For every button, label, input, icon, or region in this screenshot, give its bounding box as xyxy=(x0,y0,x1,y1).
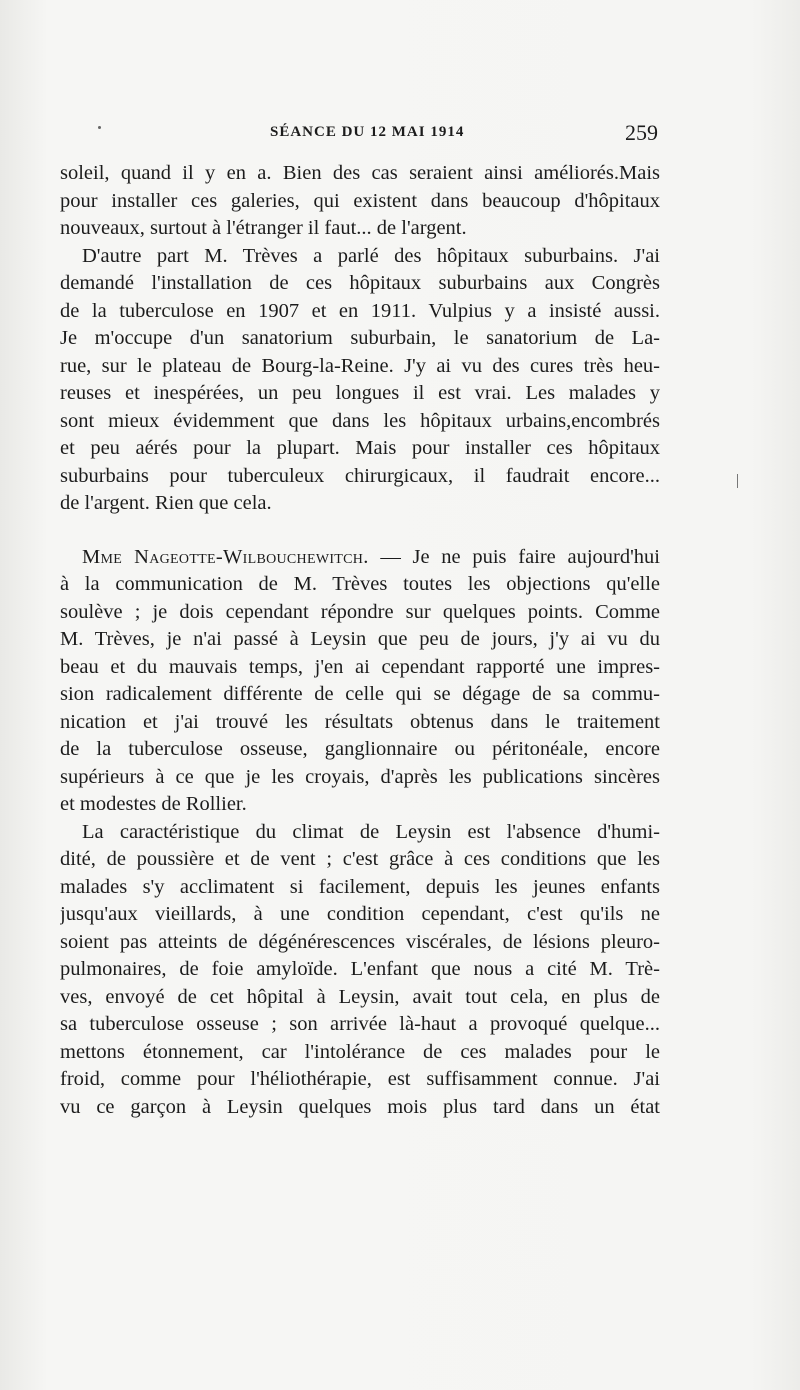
paragraph xyxy=(60,160,660,243)
paragraph xyxy=(60,544,660,819)
text-line: jusqu'aux vieillards, à une condition cependant, c'est qu'ils ne xyxy=(60,903,660,925)
paragraph-gap xyxy=(60,518,660,544)
speaker-name: Mme Nageotte-Wilbouchewitch. xyxy=(82,545,369,568)
text-line: La caractéristique du climat de Leysin est l'absence d'humi- xyxy=(82,820,660,843)
text-line: pour installer ces galeries, qui existent dans beaucoup d'hôpitaux xyxy=(60,189,660,212)
text-line xyxy=(60,544,660,572)
text-line: sa tuberculose osseuse ; son arrivée là-haut a provoqué quelque... xyxy=(60,1013,660,1035)
text-line: dité, de poussière et de vent ; c'est grâce à ces conditions que les xyxy=(60,848,660,870)
text-line: sion radicalement différente de celle qui se dégage de sa commu- xyxy=(60,683,660,705)
text-line: vu ce garçon à Leysin quelques mois plus tard dans un état xyxy=(60,1095,660,1118)
page-number: 259 xyxy=(625,120,658,145)
text-line: reuses et inespérées, un peu longues il est vrai. Les malades y xyxy=(60,382,660,404)
running-header xyxy=(60,118,660,148)
text-line: sont mieux évidemment que dans les hôpitaux urbains,encombrés xyxy=(60,409,660,432)
text-line: et peu aérés pour la plupart. Mais pour installer ces hôpitaux xyxy=(60,437,660,459)
text-line: malades s'y acclimatent si facilement, depuis les jeunes enfants xyxy=(60,875,660,898)
text-line: de la tuberculose en 1907 et en 1911. Vulpius y a insisté aussi. xyxy=(60,299,660,322)
text-line: et modestes de Rollier. xyxy=(60,793,247,815)
header-title: SÉANCE DU 12 MAI 1914 xyxy=(270,124,465,140)
text-line: soulève ; je dois cependant répondre sur quelques points. Comme xyxy=(60,600,660,623)
text-line: M. Trèves, je n'ai passé à Leysin que peu de jours, j'y ai vu du xyxy=(60,628,660,650)
speaker-text: — Je ne puis faire aujourd'hui xyxy=(380,545,660,568)
text-line: ves, envoyé de cet hôpital à Leysin, avait tout cela, en plus de xyxy=(60,985,660,1008)
paragraph xyxy=(60,819,660,1122)
text-line: demandé l'installation de ces hôpitaux suburbains aux Congrès xyxy=(60,272,660,294)
text-line: nication et j'ai trouvé les résultats obtenus dans le traitement xyxy=(60,710,660,733)
text-line: nouveaux, surtout à l'étranger il faut... de l'argent. xyxy=(60,217,467,239)
text-line: beau et du mauvais temps, j'en ai cependant rapporté une impres- xyxy=(60,655,660,678)
text-line: supérieurs à ce que je les croyais, d'après les publications sincères xyxy=(60,765,660,788)
body-text xyxy=(60,160,660,1121)
text-line: froid, comme pour l'héliothérapie, est suffisamment connue. J'ai xyxy=(60,1068,660,1090)
text-line: pulmonaires, de foie amyloïde. L'enfant que nous a cité M. Trè- xyxy=(60,958,660,980)
text-line: suburbains pour tuberculeux chirurgicaux, il faudrait encore... xyxy=(60,464,660,487)
text-line: de la tuberculose osseuse, ganglionnaire ou péritonéale, encore xyxy=(60,738,660,760)
paragraph xyxy=(60,243,660,518)
text-line: D'autre part M. Trèves a parlé des hôpitaux suburbains. J'ai xyxy=(82,244,660,267)
margin-mark xyxy=(737,474,738,488)
text-line: à la communication de M. Trèves toutes les objections qu'elle xyxy=(60,573,660,595)
text-line: Je m'occupe d'un sanatorium suburbain, le sanatorium de La- xyxy=(60,327,660,349)
text-line: soient pas atteints de dégénérescences viscérales, de lésions pleuro- xyxy=(60,930,660,953)
text-line: mettons étonnement, car l'intolérance de ces malades pour le xyxy=(60,1040,660,1063)
text-line: rue, sur le plateau de Bourg-la-Reine. J'y ai vu des cures très heu- xyxy=(60,354,660,377)
text-line: soleil, quand il y en a. Bien des cas seraient ainsi améliorés.Mais xyxy=(60,162,660,184)
text-line: de l'argent. Rien que cela. xyxy=(60,492,272,514)
